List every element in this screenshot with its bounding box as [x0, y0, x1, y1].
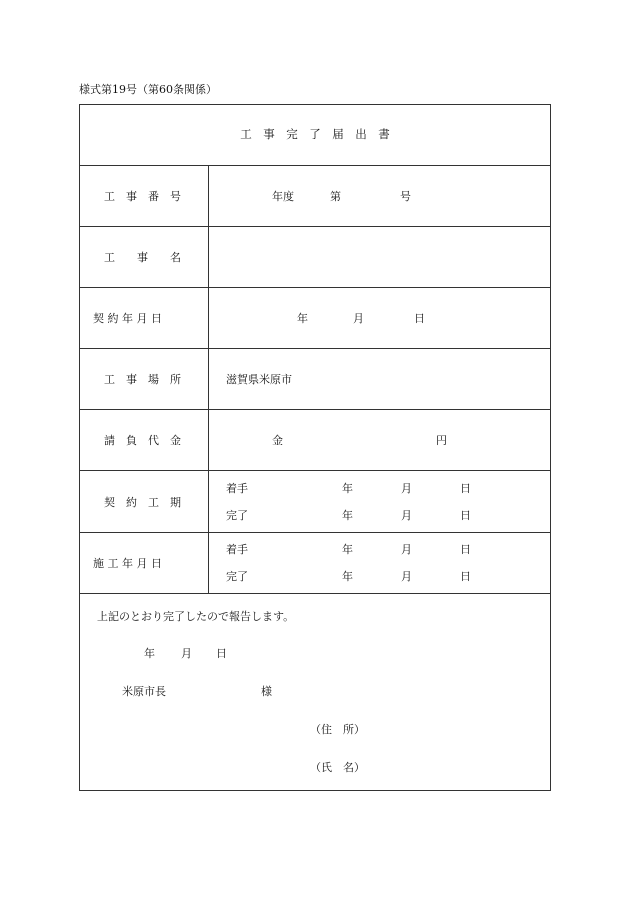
project-name-label: 工 事 名: [104, 251, 181, 264]
divider: [80, 409, 550, 410]
contract-period-end-year: 年: [342, 509, 353, 522]
amount-prefix: 金: [272, 434, 283, 447]
contract-period-start-label: 着手: [226, 482, 248, 495]
contract-date-month: 月: [353, 312, 364, 325]
construction-dates-label: 施 工 年 月 日: [93, 557, 162, 570]
construction-start-label: 着手: [226, 543, 248, 556]
report-statement: 上記のとおり完了したので報告します。: [97, 610, 295, 623]
construction-end-day: 日: [460, 570, 471, 583]
project-number-label: 工 事 番 号: [104, 190, 181, 203]
number-suffix: 号: [400, 190, 411, 203]
report-date-day: 日: [216, 647, 227, 660]
amount-currency: 円: [436, 434, 447, 447]
construction-end-year: 年: [342, 570, 353, 583]
report-date-month: 月: [181, 647, 192, 660]
location-label: 工 事 場 所: [104, 373, 181, 386]
divider: [80, 226, 550, 227]
contract-period-end-month: 月: [401, 509, 412, 522]
name-label: （氏 名）: [310, 761, 365, 774]
divider: [80, 532, 550, 533]
contract-date-day: 日: [414, 312, 425, 325]
contract-period-end-day: 日: [460, 509, 471, 522]
addressee: 米原市長: [122, 685, 166, 698]
column-divider: [208, 165, 209, 593]
divider: [80, 470, 550, 471]
construction-start-day: 日: [460, 543, 471, 556]
divider: [80, 287, 550, 288]
construction-end-month: 月: [401, 570, 412, 583]
divider: [80, 165, 550, 166]
contract-date-label: 契 約 年 月 日: [93, 312, 162, 325]
form-title: 工 事 完 了 届 出 書: [240, 127, 390, 141]
addressee-honorific: 様: [261, 685, 272, 698]
completion-report-form: [79, 104, 551, 791]
contract-period-start-month: 月: [401, 482, 412, 495]
address-label: （住 所）: [310, 723, 365, 736]
report-date-year: 年: [144, 647, 155, 660]
contract-period-end-label: 完了: [226, 509, 248, 522]
contract-period-label: 契 約 工 期: [104, 496, 181, 509]
contract-amount-label: 請 負 代 金: [104, 434, 181, 447]
number-prefix: 第: [330, 190, 341, 203]
construction-end-label: 完了: [226, 570, 248, 583]
construction-start-year: 年: [342, 543, 353, 556]
form-number: 様式第19号（第60条関係）: [79, 83, 217, 96]
divider: [80, 593, 550, 594]
fiscal-year-suffix: 年度: [272, 190, 294, 203]
contract-date-year: 年: [297, 312, 308, 325]
contract-period-start-day: 日: [460, 482, 471, 495]
construction-start-month: 月: [401, 543, 412, 556]
divider: [80, 348, 550, 349]
location-value: 滋賀県米原市: [226, 373, 292, 386]
contract-period-start-year: 年: [342, 482, 353, 495]
